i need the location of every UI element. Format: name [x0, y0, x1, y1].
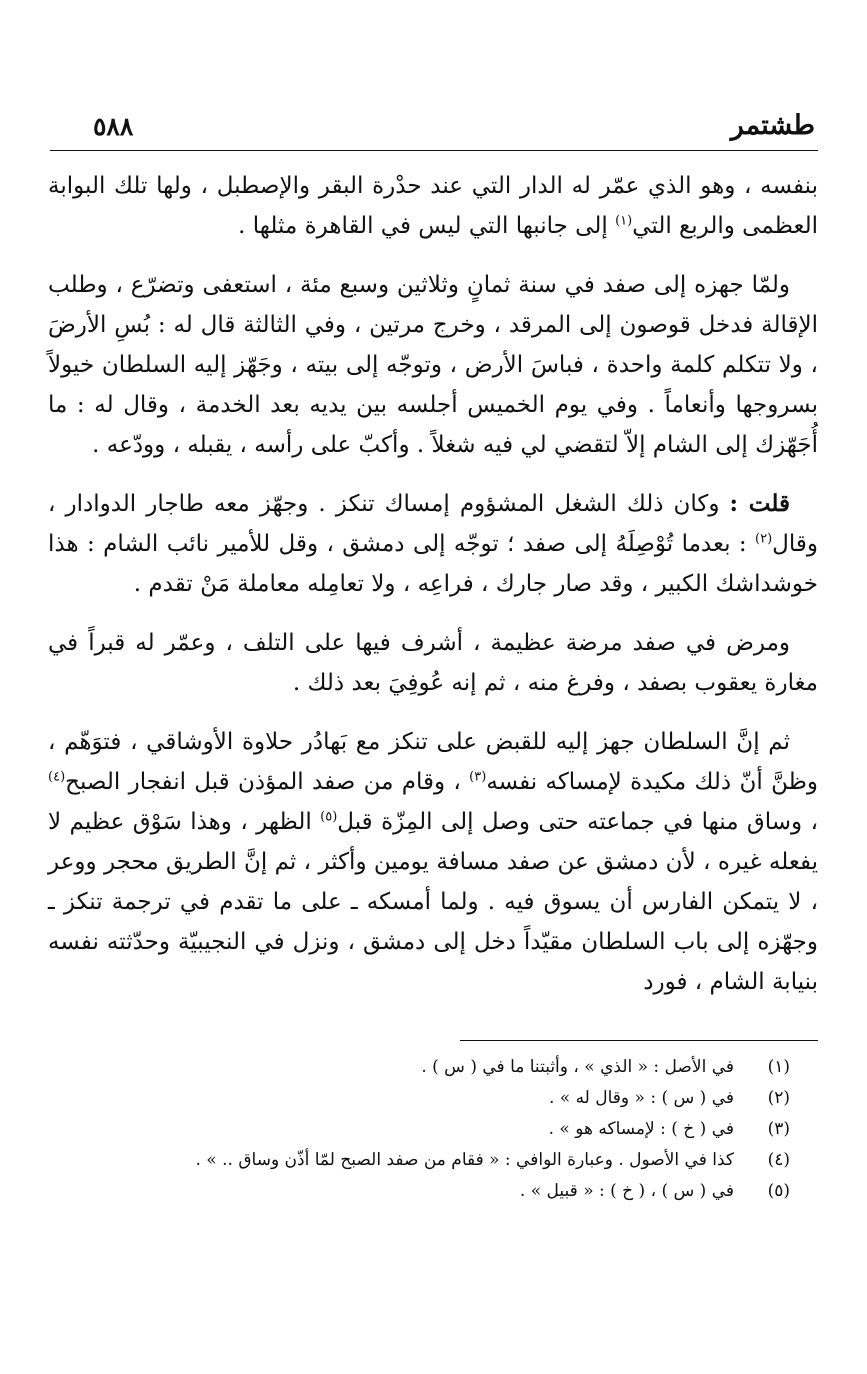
body-text — [48, 166, 818, 1021]
paragraph-text: ، وساق منها في جماعته حتى وصل إلى المِزّة قبل — [337, 809, 819, 835]
paragraph-text: ، وقام من صفد المؤذن قبل انفجار الصبح — [65, 769, 470, 795]
paragraph-text: إلى جانبها التي ليس في القاهرة مثلها . — [238, 213, 616, 239]
footnote — [80, 1176, 790, 1207]
page-header — [55, 110, 815, 150]
footnote-reference: (٢) — [755, 531, 773, 547]
footnote-text: في الأصل : « الذي » ، وأثبتنا ما في ( س ) . — [421, 1057, 734, 1077]
footnote-text: في ( س ) : « وقال له » . — [548, 1088, 734, 1108]
footnote-text: كذا في الأصول . وعبارة الوافي : « فقام من صفد الصبح لمّا أذّن وساق .. » . — [195, 1150, 734, 1170]
footnote-number: (٥) — [767, 1181, 790, 1201]
footnote-reference: (٤) — [48, 769, 66, 785]
footnote-number: (٢) — [767, 1088, 790, 1108]
paragraph-text: بنفسه ، وهو الذي عمّر له الدار التي عند حدْرة البقر والإصطبل ، ولها تلك البوابة العظمى والربع التي — [48, 173, 818, 239]
paragraph-text: ومرض في صفد مرضة عظيمة ، أشرف فيها على التلف ، وعمّر له قبراً في مغارة يعقوب بصفد ، وفرغ منه ، ثم إنه عُوفِيَ بعد ذلك . — [48, 630, 818, 696]
paragraph — [48, 623, 818, 703]
footnote — [80, 1145, 790, 1176]
paragraph-text: الظهر ، وهذا سَوْق عظيم لا يفعله غيره ، لأن دمشق عن صفد مسافة يومين وأكثر ، ثم إنَّ الطريق محجر ووعر ، لا يتمكن الفارس أن يسوق فيه . ولما أمسكه ـ على ما تقدم في ترجمة تنكز ـ وجهّزه إلى باب السلطان مقيّداً دخل إلى دمشق ، ونزل في النجيبيّة وحدّثته نفسه بنيابة الشام ، فورد — [48, 809, 818, 995]
footnote — [80, 1114, 790, 1145]
paragraph-text: وكان ذلك الشغل المشؤوم إمساك تنكز . وجهّز معه طاجار الدوادار ، وقال — [48, 491, 818, 557]
paragraph-text: ولمّا جهزه إلى صفد في سنة ثمانٍ وثلاثين وسبع مئة ، استعفى وتضرّع ، وطلب الإقالة فدخل قوصون إلى المرقد ، وخرج مرتين ، وفي الثالثة قال له : بُسِ الأرضَ ، ولا تتكلم كلمة واحدة ، فباسَ الأرض ، وتوجّه إلى بيته ، وجَهّز إليه السلطان خيولاً بسروجها وأنعاماً . وفي يوم الخميس أجلسه بين يديه بعد الخدمة ، وقال له : ما أُجَهّزك إلى الشام إلاّ لتقضي لي فيه شغلاً . وأكبّ على رأسه ، يقبله ، وودّعه . — [48, 272, 818, 458]
footnote-number: (٤) — [767, 1150, 790, 1170]
footnote-rule — [460, 1040, 818, 1041]
footnote — [80, 1083, 790, 1114]
paragraph-text: : بعدما تُوْصِلَهُ إلى صفد ؛ توجّه إلى دمشق ، وقل للأمير نائب الشام : هذا خوشداشك الكبير ، وقد صار جارك ، فراعِه ، ولا تعامِله معاملة مَنْ تقدم . — [48, 531, 818, 597]
footnote-text: في ( خ ) : لإمساكه هو » . — [548, 1119, 734, 1139]
footnotes — [80, 1052, 790, 1207]
paragraph — [48, 484, 818, 604]
paragraph — [48, 166, 818, 246]
footnote-reference: (٥) — [320, 809, 338, 825]
footnote-reference: (٣) — [469, 769, 487, 785]
footnote — [80, 1052, 790, 1083]
footnote-text: في ( س ) ، ( خ ) : « قبيل » . — [519, 1181, 734, 1201]
running-title: طشتمر — [730, 110, 815, 141]
paragraph — [48, 722, 818, 1002]
footnote-reference: (١) — [615, 213, 633, 229]
header-rule — [50, 150, 818, 151]
footnote-number: (١) — [767, 1057, 790, 1077]
paragraph-lead: قلت : — [729, 490, 790, 517]
page-number: ٥٨٨ — [93, 112, 134, 141]
paragraph-text: ثم إنَّ السلطان جهز إليه للقبض على تنكز مع بَهادُر حلاوة الأوشاقي ، فتوَهّم ، وظنَّ أنّ ذلك مكيدة لإمساكه نفسه — [48, 729, 818, 795]
footnote-number: (٣) — [767, 1119, 790, 1139]
paragraph — [48, 265, 818, 465]
